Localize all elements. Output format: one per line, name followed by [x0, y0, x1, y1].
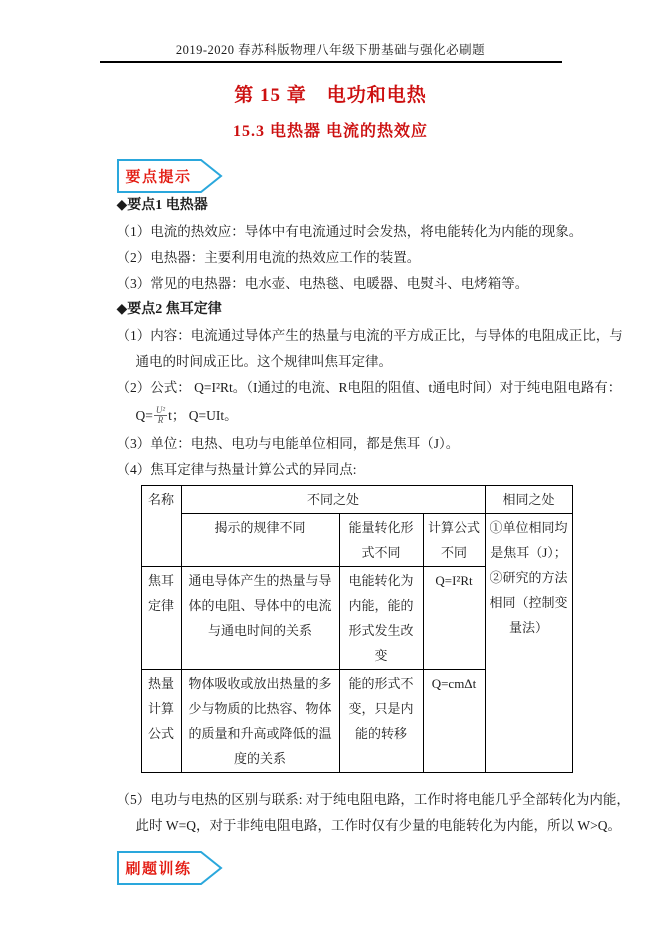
practice-badge — [117, 851, 223, 885]
practice-badge-label: 刷题训练 — [125, 861, 192, 878]
joule-law-formula — [136, 401, 562, 431]
key-points-badge — [117, 159, 223, 193]
s3-item-5-line-2: 此时 W=Q，对于非纯电阻电路，工作时仅有少量的电能转化为内能，所以 W>Q。 — [135, 818, 621, 833]
cell-row1-energy: 电能转化为内能，能的形式发生改变 — [339, 567, 423, 670]
diamond-bullet-icon: ◆ — [116, 198, 128, 213]
table-header-row — [141, 486, 572, 514]
section-title: 15.3 电热器 电流的热效应 — [232, 123, 428, 140]
fraction-numerator: U² — [155, 404, 166, 415]
cell-row2-rule: 物体吸收或放出热量的多少与物质的比热容、物体的质量和升高或降低的温度的关系 — [181, 670, 339, 773]
cell-row2-energy: 能的形式不变，只是内能的转移 — [339, 670, 423, 773]
s3-item-5-line-1: （5）电功与电热的区别与联系: 对于纯电阻电路，工作时将电能几乎全部转化为内能， — [116, 792, 630, 807]
cell-row1-rule: 通电导体产生的热量与导体的电阻、导体中的电流与通电时间的关系 — [181, 567, 339, 670]
cell-same-content: ①单位相同均是焦耳（J）；②研究的方法相同（控制变量法） — [485, 514, 572, 773]
th-same: 相同之处 — [485, 486, 572, 514]
cell-row1-formula: Q=I²Rt — [423, 567, 485, 670]
th-energy-diff: 能量转化形式不同 — [339, 514, 423, 567]
s1-item-3: （3）常见的电热器：电水壶、电热毯、电暖器、电熨斗、电烤箱等。 — [116, 276, 529, 291]
document-header — [100, 0, 562, 63]
th-rule-diff: 揭示的规律不同 — [181, 514, 339, 567]
keypoint-2-heading-text: 要点2 焦耳定律 — [127, 302, 222, 317]
spacer — [100, 773, 562, 787]
fraction-u2-over-r — [154, 406, 167, 427]
cell-row1-name: 焦耳定律 — [141, 567, 181, 670]
s2-item-1-line-1: （1）内容：电流通过导体产生的热量与电流的平方成正比，与导体的电阻成正比，与 — [116, 328, 623, 343]
formula-second: Q=UIt。 — [185, 408, 238, 423]
keypoint-1-heading — [117, 193, 562, 219]
content-area — [100, 159, 630, 885]
s1-item-1: （1）电流的热效应：导体中有电流通过时会发热，将电能转化为内能的现象。 — [116, 224, 583, 239]
formula-tail: t； — [168, 408, 186, 423]
fraction-denominator: R — [157, 415, 164, 426]
table-subheader-row — [141, 514, 572, 567]
header-text: 2019-2020 春苏科版物理八年级下册基础与强化必刷题 — [175, 43, 486, 57]
cell-row2-name: 热量计算公式 — [141, 670, 181, 773]
key-points-badge-label: 要点提示 — [125, 169, 192, 186]
th-formula-diff: 计算公式不同 — [423, 514, 485, 567]
s1-item-2: （2）电热器：主要利用电流的热效应工作的装置。 — [116, 250, 421, 265]
th-different: 不同之处 — [181, 486, 485, 514]
chapter-title: 第 15 章 电功和电热 — [234, 85, 427, 106]
th-name: 名称 — [141, 486, 181, 567]
formula-lead: Q= — [135, 408, 153, 423]
s2-item-4: （4）焦耳定律与热量计算公式的异同点: — [116, 462, 357, 477]
s2-item-2: （2）公式： Q=I²Rt。（I通过的电流、R电阻的阻值、t通电时间）对于纯电阻电路有： — [116, 380, 622, 395]
cell-row2-formula: Q=cmΔt — [423, 670, 485, 773]
s2-item-1-line-2: 通电的时间成正比。这个规律叫焦耳定律。 — [135, 354, 392, 369]
diamond-bullet-icon: ◆ — [116, 302, 128, 317]
keypoint-2-heading — [117, 297, 562, 323]
comparison-table — [141, 485, 573, 773]
keypoint-1-heading-text: 要点1 电热器 — [127, 198, 208, 213]
s2-item-3: （3）单位：电热、电功与电能单位相同，都是焦耳（J）。 — [116, 436, 460, 451]
